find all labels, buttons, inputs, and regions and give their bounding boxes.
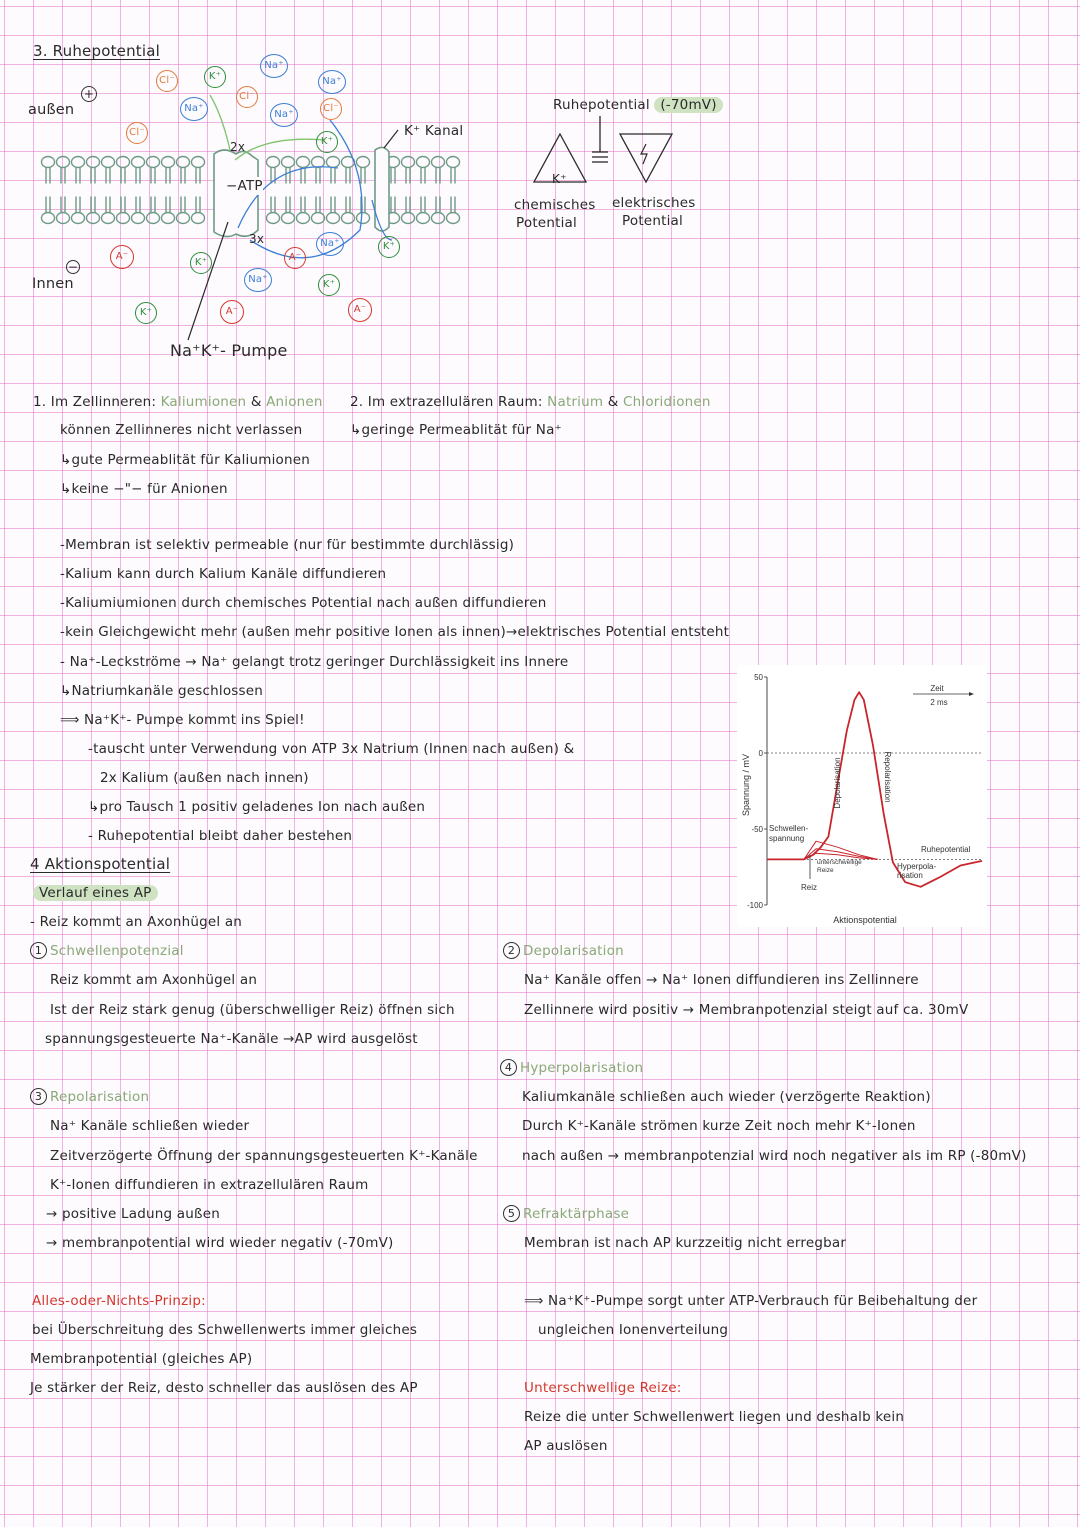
- lipid-head: [72, 213, 85, 224]
- lipid-tail: [196, 197, 200, 213]
- ion-anion: A⁻: [348, 298, 372, 322]
- lipid-head: [162, 157, 175, 168]
- point2-heading: [350, 393, 711, 411]
- lipid-tail: [46, 197, 50, 213]
- point1-prefix: 1. Im Zellinneren:: [33, 394, 157, 410]
- lipid-tail: [106, 168, 110, 184]
- ion-k: K⁺: [135, 302, 157, 324]
- phase-line: nach außen → membranpotenzial wird noch negativer als im RP (-80mV): [522, 1148, 1027, 1164]
- plus-charge-icon: +: [81, 86, 97, 102]
- lipid-head: [402, 213, 415, 224]
- lipid-head: [57, 157, 70, 168]
- ion-anion: A⁻: [220, 300, 244, 324]
- section-4-title: 4 Aktionspotential: [30, 855, 171, 873]
- lipid-head: [417, 213, 430, 224]
- pump-note-line: ⟹ Na⁺K⁺-Pumpe sorgt unter ATP-Verbrauch für Beibehaltung der: [524, 1293, 978, 1309]
- lipid-tail: [421, 168, 425, 184]
- point1-line: ↳gute Permeablität für Kaliumionen: [60, 452, 311, 468]
- phase-3-title: [30, 1088, 149, 1106]
- lipid-tail: [166, 197, 170, 213]
- lipid-head: [87, 213, 100, 224]
- lipid-head: [297, 213, 310, 224]
- na-out-arrow: [250, 120, 362, 258]
- lipid-head: [432, 157, 445, 168]
- chart-stimulus-label: Reiz: [801, 883, 818, 892]
- point1-amp: &: [250, 394, 262, 410]
- phase-line: Na⁺ Kanäle offen → Na⁺ Ionen diffundieren ins Zellinnere: [524, 972, 919, 988]
- all-or-nothing-title: Alles-oder-Nichts-Prinzip:: [32, 1293, 206, 1309]
- lipid-head: [72, 157, 85, 168]
- chart-y-tick-label: -50: [751, 825, 763, 834]
- lipid-head: [177, 157, 190, 168]
- phase-1-title: [30, 942, 184, 960]
- lipid-tail: [271, 197, 275, 213]
- phase-5-number: 5: [503, 1205, 520, 1222]
- point2-prefix: 2. Im extrazellulären Raum:: [350, 394, 543, 410]
- ion-k: K⁺: [204, 66, 226, 88]
- lipid-tail: [76, 197, 80, 213]
- lipid-tail: [121, 197, 125, 213]
- phase-line: → positive Ladung außen: [46, 1206, 220, 1222]
- lipid-tail: [286, 197, 290, 213]
- note-line: ⟹ Na⁺K⁺- Pumpe kommt ins Spiel!: [60, 712, 305, 728]
- point1-ions-b: Anionen: [266, 394, 323, 410]
- chart-title: Aktionspotential: [833, 915, 897, 925]
- phase-line: → membranpotential wird wieder negativ (-70mV): [46, 1235, 394, 1251]
- lipid-tail: [316, 197, 320, 213]
- phase-line: K⁺-Ionen diffundieren in extrazellulären Raum: [50, 1177, 369, 1193]
- phase-2-title: [503, 942, 624, 960]
- lipid-head: [192, 157, 205, 168]
- lipid-tail: [46, 168, 50, 184]
- phase-2-title-text: Depolarisation: [523, 943, 624, 959]
- lipid-head: [417, 157, 430, 168]
- elec-pot-line2: Potential: [622, 213, 683, 229]
- pump-pointer: [188, 222, 228, 340]
- lipid-head: [147, 213, 160, 224]
- aon-line: Membranpotential (gleiches AP): [30, 1351, 253, 1367]
- minus-charge-icon: −: [67, 260, 79, 274]
- lipid-tail: [451, 168, 455, 184]
- lipid-tail: [346, 168, 350, 184]
- ion-cl: Cl⁻: [156, 70, 178, 92]
- point2-ions-b: Chloridionen: [622, 394, 711, 410]
- inside-label: Innen: [32, 276, 74, 292]
- lipid-tail: [181, 197, 185, 213]
- lipid-tail: [361, 168, 365, 184]
- point2-amp: &: [607, 394, 619, 410]
- lipid-tail: [316, 168, 320, 184]
- lipid-tail: [61, 197, 65, 213]
- chart-series-ap: [767, 692, 982, 887]
- point2-ions-a: Natrium: [547, 394, 604, 410]
- lipid-head: [267, 157, 280, 168]
- lipid-head: [117, 157, 130, 168]
- chart-repol-label: Repolarisation: [883, 751, 892, 803]
- note-line: ↳pro Tausch 1 positiv geladenes Ion nach außen: [88, 799, 426, 815]
- lipid-head: [57, 213, 70, 224]
- chart-y-tick-label: 0: [758, 749, 763, 758]
- lipid-tail: [451, 197, 455, 213]
- phase-4-title: [500, 1059, 643, 1077]
- phase-1-number: 1: [30, 942, 47, 959]
- lipid-tail: [136, 168, 140, 184]
- phase-line: Reiz kommt am Axonhügel an: [50, 972, 258, 988]
- subthreshold-title: Unterschwellige Reize:: [524, 1380, 682, 1396]
- chart-scale-value: 2 ms: [930, 698, 948, 707]
- outside-label: außen: [28, 102, 75, 118]
- lipid-tail: [61, 168, 65, 184]
- note-line: - Na⁺-Leckströme → Na⁺ gelangt trotz geringer Durchlässigkeit ins Innere: [60, 654, 569, 670]
- lipid-head: [357, 213, 370, 224]
- phase-line: Zeitverzögerte Öffnung der spannungsgesteuerten K⁺-Kanäle: [50, 1148, 478, 1164]
- lipid-head: [312, 213, 325, 224]
- chem-pot-line2: Potential: [516, 215, 577, 231]
- k-in-arrow-2: [210, 95, 230, 150]
- section-4-subtitle: [33, 884, 158, 902]
- lipid-head: [432, 213, 445, 224]
- lipid-head: [102, 213, 115, 224]
- ion-cl: Cl⁻: [320, 98, 342, 120]
- lipid-tail: [346, 197, 350, 213]
- phase-line: spannungsgesteuerte Na⁺-Kanäle →AP wird ausgelöst: [45, 1031, 418, 1047]
- lipid-tail: [151, 197, 155, 213]
- lipid-head: [327, 157, 340, 168]
- phase-2-number: 2: [503, 942, 520, 959]
- lipid-head: [87, 157, 100, 168]
- lipid-head: [342, 213, 355, 224]
- k-channel-pointer: [384, 130, 398, 148]
- phase-4-title-text: Hyperpolarisation: [520, 1060, 644, 1076]
- ion-k: K⁺: [378, 236, 400, 258]
- note-line: 2x Kalium (außen nach innen): [100, 770, 309, 786]
- note-line: -Kalium kann durch Kalium Kanäle diffundieren: [60, 566, 387, 582]
- chart-threshold-label: spannung: [769, 834, 805, 843]
- ion-k: K⁺: [190, 252, 212, 274]
- note-line: -Kaliumiumionen durch chemisches Potential nach außen diffundieren: [60, 595, 547, 611]
- ion-k: K⁺: [318, 274, 340, 296]
- aon-line: bei Überschreitung des Schwellenwerts immer gleiches: [32, 1322, 418, 1338]
- ion-na: Na⁺: [180, 97, 208, 121]
- lipid-head: [267, 213, 280, 224]
- triangle-k: K⁺: [552, 172, 567, 186]
- point1-line: ↳keine −"− für Anionen: [60, 481, 228, 497]
- rp-value: (-70mV): [654, 97, 722, 113]
- lipid-head: [162, 213, 175, 224]
- ion-cl: Cl⁻: [126, 122, 148, 144]
- ion-k: K⁺: [316, 131, 338, 153]
- elec-pot-line1: elektrisches: [612, 195, 696, 211]
- chart-subthreshold-label: Reize: [817, 867, 834, 874]
- lipid-tail: [391, 197, 395, 213]
- chart-depol-label: Depolarisation: [833, 757, 842, 809]
- chart-scale-arrow-icon: [969, 692, 974, 696]
- lipid-tail: [406, 168, 410, 184]
- lipid-tail: [301, 168, 305, 184]
- lipid-tail: [391, 168, 395, 184]
- lightning-icon: [641, 144, 647, 164]
- lipid-head: [147, 157, 160, 168]
- lipid-tail: [421, 197, 425, 213]
- chart-subthreshold-label: unterschwellige: [817, 859, 862, 866]
- phase-line: Na⁺ Kanäle schließen wieder: [50, 1118, 250, 1134]
- lipid-head: [312, 157, 325, 168]
- chart-y-tick-label: -100: [746, 901, 763, 910]
- ion-cl: Cl⁻: [236, 86, 258, 108]
- lipid-head: [357, 157, 370, 168]
- chart-y-tick-label: 50: [754, 673, 763, 682]
- chart-hyper-label: risation: [897, 871, 923, 880]
- potential-triangles: [520, 110, 720, 200]
- section-4-subtitle-text: Verlauf eines AP: [33, 885, 158, 901]
- lipid-tail: [166, 168, 170, 184]
- chart-hyper-label: Hyperpola-: [897, 862, 937, 871]
- lipid-tail: [121, 168, 125, 184]
- lipid-tail: [331, 197, 335, 213]
- lipid-head: [447, 213, 460, 224]
- ion-na: Na⁺: [318, 70, 346, 94]
- lipid-tail: [286, 168, 290, 184]
- lipid-head: [42, 157, 55, 168]
- lipid-head: [117, 213, 130, 224]
- phase-3-title-text: Repolarisation: [50, 1089, 150, 1105]
- chem-pot-line1: chemisches: [514, 197, 596, 213]
- phase-line: Membran ist nach AP kurzzeitig nicht erregbar: [524, 1235, 847, 1251]
- lipid-tail: [331, 168, 335, 184]
- point1-heading: [33, 393, 323, 411]
- phase-line: Kaliumkanäle schließen auch wieder (verzögerte Reaktion): [522, 1089, 931, 1105]
- note-line: -Membran ist selektiv permeable (nur für bestimmte durchlässig): [60, 537, 515, 553]
- ion-na: Na⁺: [260, 54, 288, 78]
- note-line: - Ruhepotential bleibt daher bestehen: [88, 828, 353, 844]
- lipid-head: [177, 213, 190, 224]
- three-x-label: 3x: [249, 232, 265, 246]
- lipid-tail: [436, 197, 440, 213]
- chart-scale-label: Zeit: [930, 684, 944, 693]
- ap-chart-svg: [737, 665, 987, 927]
- lipid-head: [42, 213, 55, 224]
- lipid-tail: [91, 197, 95, 213]
- lipid-tail: [91, 168, 95, 184]
- atp-label: −ATP: [226, 178, 263, 194]
- lipid-head: [132, 157, 145, 168]
- phase-line: Durch K⁺-Kanäle strömen kurze Zeit noch mehr K⁺-Ionen: [522, 1118, 916, 1134]
- lipid-tail: [76, 168, 80, 184]
- subthreshold-line: Reize die unter Schwellenwert liegen und deshalb kein: [524, 1409, 905, 1425]
- ap-chart: [737, 665, 987, 927]
- lipid-head: [282, 213, 295, 224]
- lipid-head: [192, 213, 205, 224]
- pump-note-line: ungleichen Ionenverteilung: [538, 1322, 729, 1338]
- lipid-tail: [436, 168, 440, 184]
- lipid-tail: [136, 197, 140, 213]
- note-line: -kein Gleichgewicht mehr (außen mehr positive Ionen als innen)→elektrisches Potential entsteht: [60, 624, 730, 640]
- lipid-tail: [181, 168, 185, 184]
- ion-anion: A⁻: [110, 245, 134, 269]
- ion-anion: A⁻: [284, 247, 306, 269]
- chart-ylabel: Spannung / mV: [741, 753, 751, 817]
- lipid-tail: [151, 168, 155, 184]
- lipid-head: [447, 157, 460, 168]
- lipid-head: [402, 157, 415, 168]
- lipid-head: [132, 213, 145, 224]
- lipid-head: [282, 157, 295, 168]
- subthreshold-line: AP auslösen: [524, 1438, 608, 1454]
- phase-5-title-text: Refraktärphase: [523, 1206, 630, 1222]
- phase-1-title-text: Schwellenpotenzial: [50, 943, 184, 959]
- lipid-tail: [106, 197, 110, 213]
- k-channel-label: K⁺ Kanal: [404, 123, 464, 139]
- pump-label: Na⁺K⁺- Pumpe: [170, 341, 288, 360]
- lipid-tail: [196, 168, 200, 184]
- point1-line: können Zellinneres nicht verlassen: [60, 422, 303, 438]
- phase-line: Ist der Reiz stark genug (überschwelliger Reiz) öffnen sich: [50, 1002, 455, 1018]
- phase-3-number: 3: [30, 1088, 47, 1105]
- phase-5-title: [503, 1205, 629, 1223]
- aon-line: Je stärker der Reiz, desto schneller das auslösen des AP: [30, 1380, 418, 1396]
- lipid-tail: [406, 197, 410, 213]
- note-line: -tauscht unter Verwendung von ATP 3x Natrium (Innen nach außen) &: [88, 741, 575, 757]
- phase-line: Zellinnere wird positiv → Membranpotenzial steigt auf ca. 30mV: [524, 1002, 969, 1018]
- ion-na: Na⁺: [316, 232, 344, 256]
- chart-threshold-label: Schwellen-: [769, 824, 809, 833]
- ion-na: Na⁺: [270, 103, 298, 127]
- lipid-head: [102, 157, 115, 168]
- two-x-label: 2x: [230, 140, 246, 154]
- point1-ions-a: Kaliumionen: [160, 394, 247, 410]
- rp-label-text: Ruhepotential: [553, 97, 650, 113]
- section-4-intro: - Reiz kommt an Axonhügel an: [30, 914, 243, 930]
- lipid-head: [297, 157, 310, 168]
- section-3-title: 3. Ruhepotential: [33, 42, 160, 60]
- ion-na: Na⁺: [244, 268, 272, 292]
- note-line: ↳Natriumkanäle geschlossen: [60, 683, 264, 699]
- chart-resting-label: Ruhepotential: [921, 845, 971, 854]
- phase-4-number: 4: [500, 1059, 517, 1076]
- lipid-tail: [301, 197, 305, 213]
- lipid-head: [327, 213, 340, 224]
- point2-line: ↳geringe Permeablität für Na⁺: [350, 422, 562, 438]
